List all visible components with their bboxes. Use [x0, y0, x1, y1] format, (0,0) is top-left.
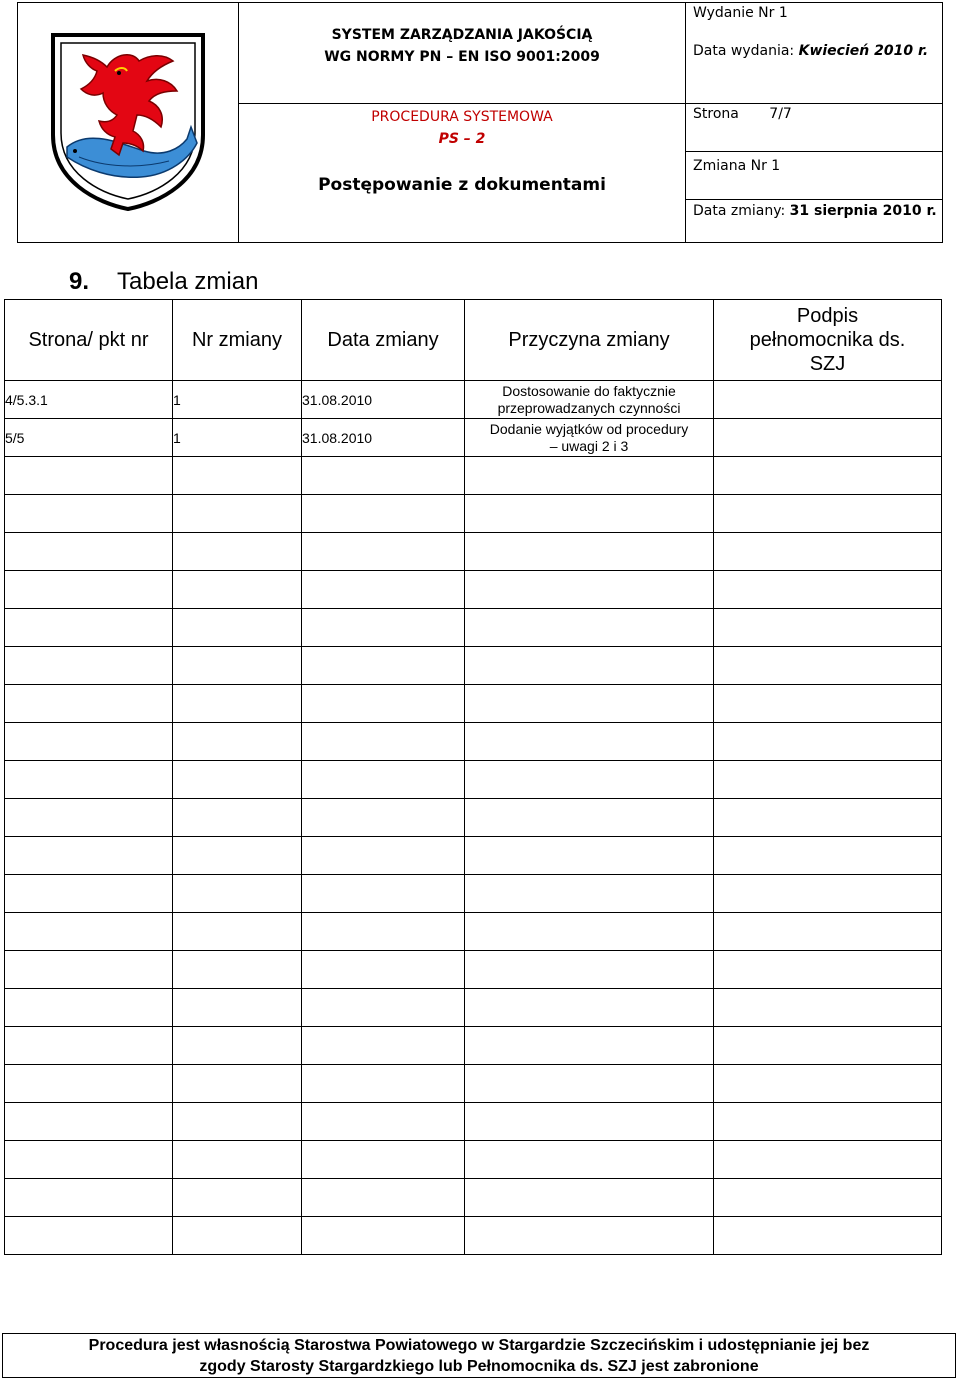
empty-cell: [714, 533, 942, 571]
empty-cell: [465, 1179, 714, 1217]
empty-cell: [5, 1141, 173, 1179]
reason-line-2: przeprowadzanych czynności: [497, 399, 681, 416]
empty-cell: [173, 647, 302, 685]
empty-cell: [5, 875, 173, 913]
empty-cell: [465, 457, 714, 495]
empty-cell: [714, 609, 942, 647]
system-name: [239, 3, 685, 104]
reason-line-1: Dodanie wyjątków od procedury: [489, 420, 689, 437]
empty-cell: [302, 837, 465, 875]
table-row-empty: [5, 837, 942, 875]
empty-cell: [302, 609, 465, 647]
empty-cell: [714, 1065, 942, 1103]
empty-cell: [302, 457, 465, 495]
empty-cell: [302, 533, 465, 571]
empty-cell: [173, 571, 302, 609]
empty-cell: [465, 609, 714, 647]
empty-cell: [5, 647, 173, 685]
empty-cell: [714, 913, 942, 951]
page-label: Strona: [693, 106, 739, 122]
reason-line-2: – uwagi 2 i 3: [549, 437, 629, 454]
procedure-type: PROCEDURA SYSTEMOWA: [371, 109, 553, 125]
empty-cell: [714, 1217, 942, 1255]
cell-signature: [714, 381, 942, 419]
table-row-empty: [5, 1027, 942, 1065]
empty-cell: [5, 1065, 173, 1103]
empty-cell: [302, 875, 465, 913]
procedure-title: Postępowanie z dokumentami: [318, 175, 606, 195]
empty-cell: [173, 495, 302, 533]
cell-change-no: 1: [173, 381, 302, 419]
edition: Wydanie Nr 1: [693, 5, 788, 21]
empty-cell: [5, 1217, 173, 1255]
empty-cell: [714, 837, 942, 875]
empty-cell: [714, 761, 942, 799]
cell-page: 4/5.3.1: [5, 381, 173, 419]
empty-cell: [714, 723, 942, 761]
cell-change-no: 1: [173, 419, 302, 457]
system-line-2: WG NORMY PN – EN ISO 9001:2009: [324, 49, 600, 65]
empty-cell: [302, 989, 465, 1027]
empty-cell: [5, 723, 173, 761]
table-row-empty: [5, 875, 942, 913]
empty-cell: [173, 533, 302, 571]
empty-cell: [714, 1027, 942, 1065]
empty-cell: [302, 1027, 465, 1065]
empty-cell: [302, 495, 465, 533]
empty-cell: [5, 1179, 173, 1217]
table-row-empty: [5, 457, 942, 495]
empty-cell: [173, 685, 302, 723]
empty-cell: [5, 495, 173, 533]
table-row-empty: [5, 1065, 942, 1103]
changes-table: [4, 299, 942, 1255]
header-change-no: Nr zmiany: [173, 300, 302, 381]
empty-cell: [302, 723, 465, 761]
empty-cell: [465, 1103, 714, 1141]
table-row-empty: [5, 1217, 942, 1255]
empty-cell: [302, 1217, 465, 1255]
empty-cell: [5, 685, 173, 723]
empty-cell: [173, 609, 302, 647]
change-date-value: 31 sierpnia 2010 r.: [789, 203, 937, 219]
empty-cell: [465, 951, 714, 989]
edition-block: [686, 3, 942, 104]
empty-cell: [714, 875, 942, 913]
header-signature-line-1: Podpis: [796, 305, 859, 327]
cell-reason: [465, 419, 714, 457]
table-row-empty: [5, 1103, 942, 1141]
empty-cell: [5, 761, 173, 799]
griffin-coat-of-arms-icon: [49, 31, 207, 211]
page-value: 7/7: [769, 106, 792, 122]
document-header: [17, 2, 943, 243]
cell-date: 31.08.2010: [302, 381, 465, 419]
change-no: Zmiana Nr 1: [686, 152, 942, 200]
empty-cell: [465, 495, 714, 533]
table-header-row: [5, 300, 942, 381]
empty-cell: [465, 837, 714, 875]
table-row-empty: [5, 951, 942, 989]
header-title-cell: [239, 3, 686, 242]
empty-cell: [465, 913, 714, 951]
empty-cell: [465, 1065, 714, 1103]
table-row-empty: [5, 913, 942, 951]
header-date: Data zmiany: [302, 300, 465, 381]
empty-cell: [5, 837, 173, 875]
table-row: [5, 419, 942, 457]
page-block: [686, 104, 942, 152]
footer-line-1: Procedura jest własnością Starostwa Powiatowego w Stargardzie Szczecińskim i udostępnianie jej bez: [88, 1337, 870, 1354]
table-row-empty: [5, 609, 942, 647]
system-line-1: SYSTEM ZARZĄDZANIA JAKOŚCIĄ: [331, 27, 593, 43]
empty-cell: [5, 457, 173, 495]
empty-cell: [465, 875, 714, 913]
empty-cell: [173, 989, 302, 1027]
empty-cell: [302, 647, 465, 685]
empty-cell: [465, 1027, 714, 1065]
empty-cell: [5, 989, 173, 1027]
empty-cell: [465, 723, 714, 761]
table-row-empty: [5, 799, 942, 837]
empty-cell: [714, 495, 942, 533]
issue-date-value: Kwiecień 2010 r.: [798, 43, 929, 59]
reason-line-1: Dostosowanie do faktycznie: [502, 382, 676, 399]
footer-line-2: zgody Starosty Stargardzkiego lub Pełnomocnika ds. SZJ jest zabronione: [199, 1358, 759, 1375]
empty-cell: [714, 989, 942, 1027]
empty-cell: [173, 875, 302, 913]
empty-cell: [173, 1065, 302, 1103]
section-title: Tabela zmian: [117, 268, 259, 295]
header-signature-line-2: pełnomocnika ds.: [749, 329, 906, 351]
empty-cell: [173, 837, 302, 875]
empty-cell: [302, 913, 465, 951]
empty-cell: [302, 1103, 465, 1141]
empty-cell: [714, 571, 942, 609]
empty-cell: [173, 913, 302, 951]
empty-cell: [714, 1103, 942, 1141]
empty-cell: [465, 571, 714, 609]
empty-cell: [173, 951, 302, 989]
empty-cell: [714, 799, 942, 837]
empty-cell: [714, 457, 942, 495]
empty-cell: [173, 1217, 302, 1255]
empty-cell: [465, 685, 714, 723]
empty-cell: [465, 533, 714, 571]
empty-cell: [302, 799, 465, 837]
change-date-label: Data zmiany:: [693, 203, 790, 219]
table-row-empty: [5, 685, 942, 723]
cell-reason: [465, 381, 714, 419]
empty-cell: [465, 989, 714, 1027]
empty-cell: [302, 951, 465, 989]
section-heading: [69, 268, 258, 296]
table-row-empty: [5, 723, 942, 761]
empty-cell: [714, 1141, 942, 1179]
cell-date: 31.08.2010: [302, 419, 465, 457]
empty-cell: [465, 761, 714, 799]
header-signature-line-3: SZJ: [809, 353, 846, 375]
empty-cell: [173, 723, 302, 761]
empty-cell: [173, 1103, 302, 1141]
empty-cell: [714, 1179, 942, 1217]
footer-notice: [2, 1333, 956, 1378]
empty-cell: [302, 761, 465, 799]
empty-cell: [302, 1141, 465, 1179]
empty-cell: [173, 457, 302, 495]
empty-cell: [465, 647, 714, 685]
empty-cell: [173, 1179, 302, 1217]
header-reason: Przyczyna zmiany: [465, 300, 714, 381]
empty-cell: [5, 533, 173, 571]
logo-cell: [18, 3, 239, 242]
table-row-empty: [5, 1179, 942, 1217]
table-row: [5, 381, 942, 419]
empty-cell: [173, 799, 302, 837]
empty-cell: [5, 1103, 173, 1141]
header-meta-cell: [686, 3, 942, 242]
empty-cell: [5, 609, 173, 647]
empty-cell: [173, 1141, 302, 1179]
cell-page: 5/5: [5, 419, 173, 457]
procedure-code: PS – 2: [438, 131, 486, 147]
change-date: [686, 200, 942, 242]
table-row-empty: [5, 495, 942, 533]
table-row-empty: [5, 533, 942, 571]
empty-rows: [5, 457, 942, 1255]
empty-cell: [5, 799, 173, 837]
empty-cell: [302, 1179, 465, 1217]
table-row-empty: [5, 761, 942, 799]
empty-cell: [714, 647, 942, 685]
empty-cell: [302, 1065, 465, 1103]
issue-date-label: Data wydania:: [693, 43, 799, 59]
procedure-id: [239, 104, 685, 150]
cell-signature: [714, 419, 942, 457]
header-page: Strona/ pkt nr: [5, 300, 173, 381]
empty-cell: [714, 951, 942, 989]
empty-cell: [302, 685, 465, 723]
empty-cell: [714, 685, 942, 723]
issue-date: [693, 43, 942, 59]
empty-cell: [465, 799, 714, 837]
empty-cell: [5, 1027, 173, 1065]
empty-cell: [5, 951, 173, 989]
empty-cell: [5, 571, 173, 609]
empty-cell: [173, 1027, 302, 1065]
table-row-empty: [5, 989, 942, 1027]
empty-cell: [302, 571, 465, 609]
table-row-empty: [5, 1141, 942, 1179]
table-row-empty: [5, 647, 942, 685]
empty-cell: [5, 913, 173, 951]
empty-cell: [173, 761, 302, 799]
section-number: 9.: [69, 268, 90, 295]
empty-cell: [465, 1217, 714, 1255]
table-row-empty: [5, 571, 942, 609]
empty-cell: [465, 1141, 714, 1179]
header-signature: [714, 300, 942, 381]
